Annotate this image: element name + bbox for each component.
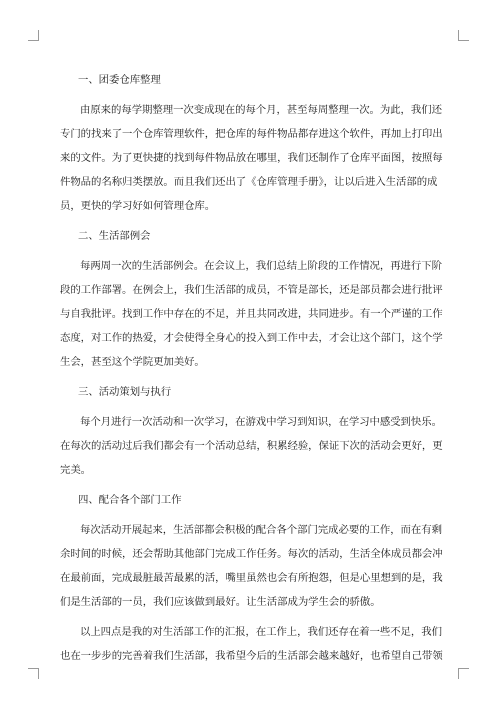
section-heading: 三、活动策划与执行 <box>78 386 172 398</box>
section-paragraph <box>60 254 448 374</box>
text-line: 段的工作部署。在例会上，我们生活部的成员，不管是部长，还是部员都会进行批评 <box>60 284 443 296</box>
corner-mark-top-left <box>28 30 39 41</box>
text-line: 每两周一次的生活部例会。在会议上，我们总结上阶段的工作情况，再进行下阶 <box>80 260 442 272</box>
text-line: 态度，对工作的热爱，才会使得全身心的投入到工作中去，才会让这个部门，这个学 <box>60 332 443 344</box>
text-line: 在每次的活动过后我们都会有一个活动总结，积累经验，保证下次的活动会更好，更 <box>60 440 443 452</box>
text-line: 来的文件。为了更快捷的找到每件物品放在哪里，我们还制作了仓库平面图，按照每 <box>60 152 443 164</box>
section-paragraph <box>60 98 448 218</box>
text-line: 完美。 <box>60 464 92 476</box>
section-heading: 二、生活部例会 <box>78 230 151 242</box>
text-line: 们是生活部的一员，我们应该做到最好。让生活部成为学生会的骄傲。 <box>60 596 381 608</box>
text-line: 每个月进行一次活动和一次学习，在游戏中学习到知识，在学习中感受到快乐。 <box>80 416 442 428</box>
text-line: 也在一步步的完善着我们生活部，我希望今后的生活部会越来越好，也希望自己带领 <box>60 650 443 662</box>
section-paragraph <box>60 410 448 482</box>
corner-mark-top-right <box>458 30 469 41</box>
text-line: 员，更快的学习好如何管理仓库。 <box>60 200 216 212</box>
text-line: 与自我批评。找到工作中存在的不足，并且共同改进，共同进步。有一个严谨的工作 <box>60 308 443 320</box>
text-line: 件物品的名称归类摆放。而且我们还出了《仓库管理手册》，让以后进入生活部的成 <box>60 176 438 188</box>
text-line: 余时间的时候，还会帮助其他部门完成工作任务。每次的活动，生活全体成员都会冲 <box>60 548 443 560</box>
text-line: 专门的找来了一个仓库管理软件，把仓库的每件物品都存进这个软件，再加上打印出 <box>60 128 443 140</box>
corner-mark-bottom-right <box>458 668 469 679</box>
text-line: 每次活动开展起来，生活部都会积极的配合各个部门完成必要的工作，而在有剩 <box>80 524 442 536</box>
section-heading: 一、团委仓库整理 <box>78 74 161 86</box>
document-body <box>60 68 448 674</box>
text-line: 在最前面，完成最脏最苦最累的活，嘴里虽然也会有所抱怨，但是心里想到的是，我 <box>60 572 443 584</box>
closing-paragraph <box>60 620 448 668</box>
section-heading: 四、配合各个部门工作 <box>78 494 182 506</box>
text-line: 以上四点是我的对生活部工作的汇报，在工作上，我们还存在着一些不足，我们 <box>80 626 442 638</box>
section-paragraph <box>60 518 448 614</box>
corner-mark-bottom-left <box>28 668 39 679</box>
text-line: 由原来的每学期整理一次变成现在的每个月，甚至每周整理一次。为此，我们还 <box>80 104 442 116</box>
text-line: 生会，甚至这个学院更加美好。 <box>60 356 205 368</box>
